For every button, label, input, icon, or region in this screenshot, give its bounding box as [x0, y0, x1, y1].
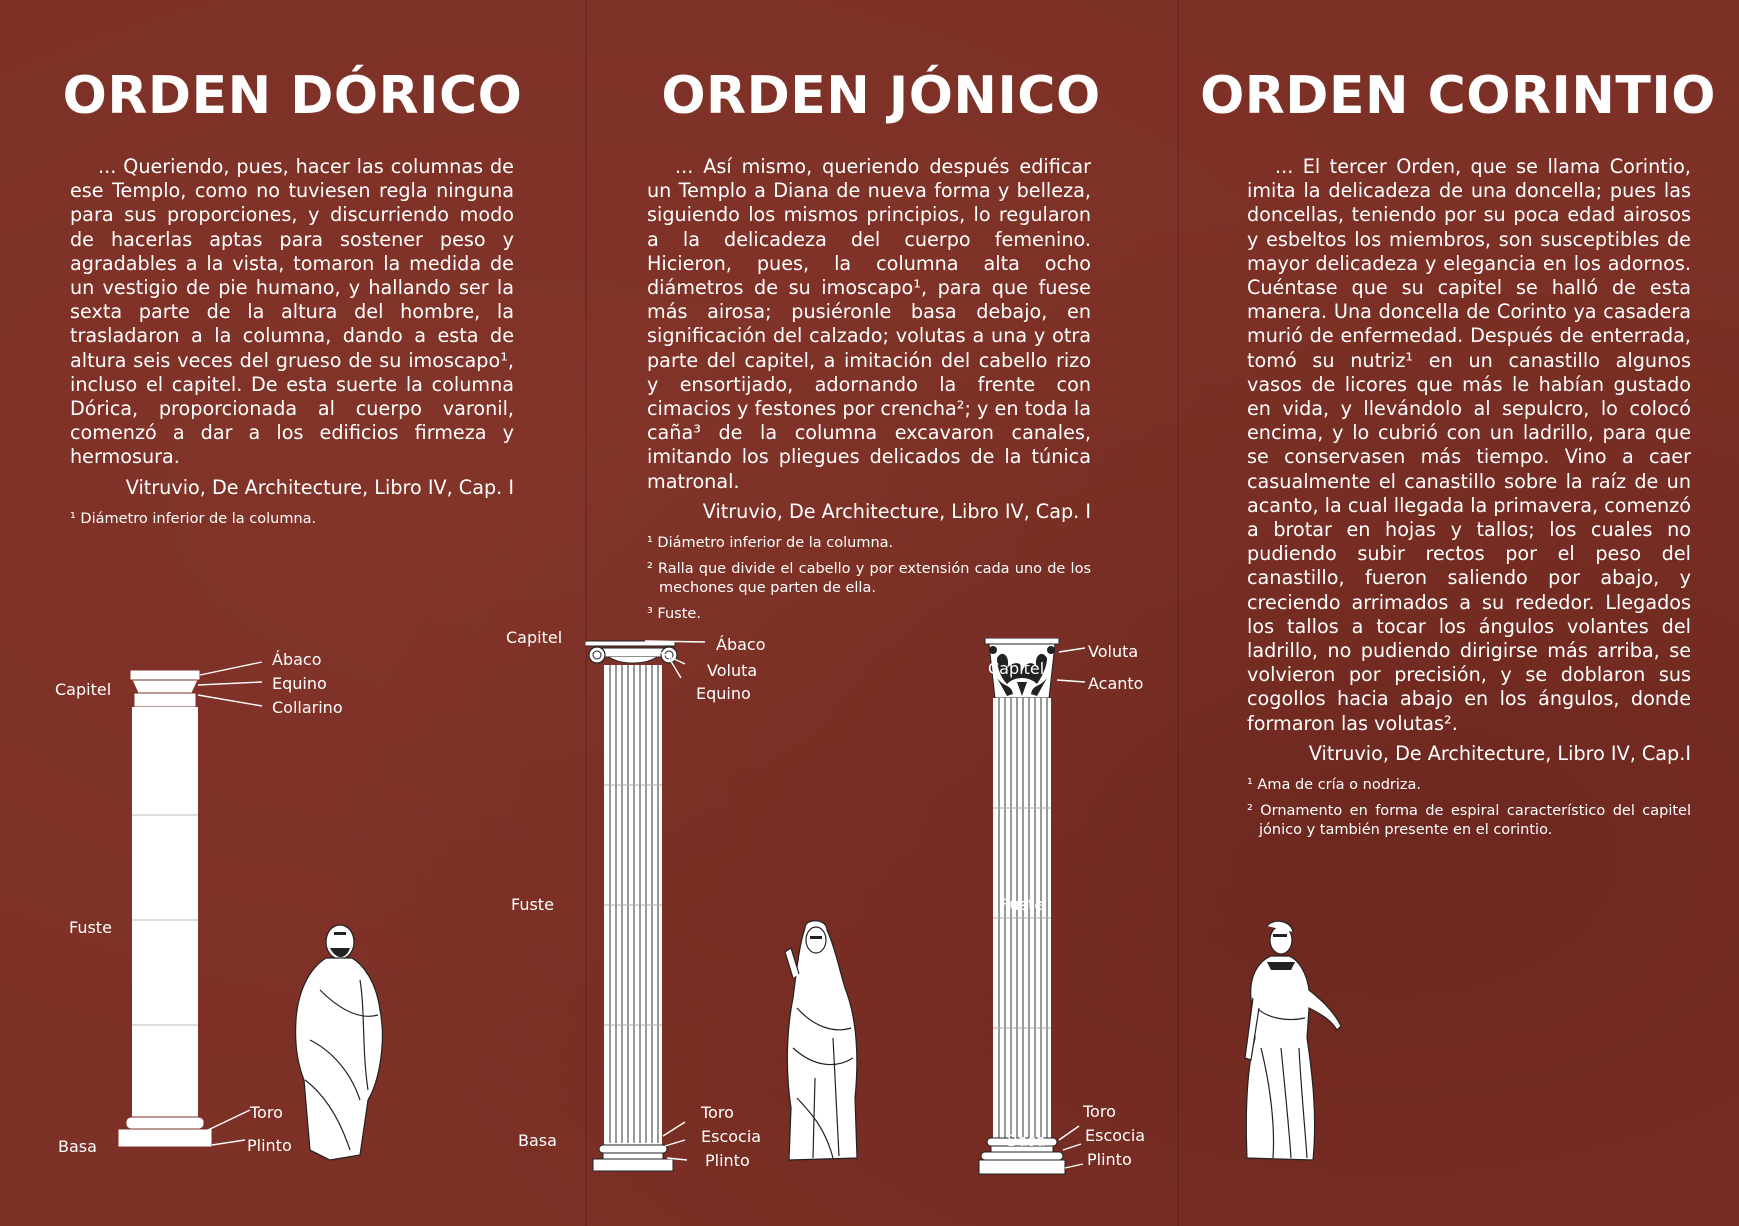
corinthian-note-2: ² Ornamento en forma de espiral característico del capitel jónico y también presente en el corintio. [1247, 803, 1691, 839]
doric-note-1: ¹ Diámetro inferior de la columna. [70, 510, 317, 527]
corinthian-text-block [1247, 155, 1691, 847]
ionic-label-basa: Basa [518, 1131, 557, 1150]
doric-label-equino: Equino [272, 674, 327, 693]
corinthian-label-acanto: Acanto [1088, 674, 1144, 693]
corinthian-label-escocia: Escocia [1085, 1126, 1146, 1145]
panel-corinthian [988, 0, 1739, 1226]
corinthian-note-1: ¹ Ama de cría o nodriza. [1247, 777, 1421, 794]
panel-doric [0, 0, 585, 1226]
ionic-label-voluta: Voluta [707, 661, 758, 680]
doric-label-basa: Basa [58, 1137, 97, 1156]
ionic-paragraph: ... Así mismo, queriendo después edificar un Templo a Diana de nueva forma y belleza, siguiendo los mismos principios, lo regularon a la delicadeza del cuerpo femenino. Hicieron, pues, la columna alta ocho diámetros de su imoscapo¹, para que fuese más airosa; pusiéronle basa debajo, en significación del calzado; volutas a una y otra parte del capitel, a imitación del cabello rizo y ensortijado, adornando la frente con cimacios y festones por crencha²; y en toda la caña³ de la columna excavaron canales, imitando los pliegues delicados de la túnica matronal. [647, 155, 1091, 493]
doric-citation: Vitruvio, De Architecture, Libro IV, Cap. I [125, 475, 514, 499]
ionic-label-fuste: Fuste [511, 895, 554, 914]
ionic-citation: Vitruvio, De Architecture, Libro IV, Cap. I [702, 499, 1091, 523]
corinthian-citation: Vitruvio, De Architecture, Libro IV, Cap.I [1308, 741, 1691, 765]
ionic-notes [647, 534, 1091, 624]
ionic-label-plinto: Plinto [705, 1151, 750, 1170]
doric-text-block [70, 155, 514, 536]
ionic-label-equino: Equino [696, 684, 751, 703]
doric-label-toro: Toro [250, 1103, 283, 1122]
doric-label-capitel: Capitel [55, 680, 112, 699]
ionic-note-1: ¹ Diámetro inferior de la columna. [647, 535, 894, 552]
corinthian-label-fuste: Fuste [1001, 895, 1044, 914]
corinthian-label-voluta: Voluta [1088, 642, 1139, 661]
ionic-text-block [647, 155, 1091, 631]
ionic-note-2: ² Ralla que divide el cabello y por extensión cada uno de los mechones que parten de ella. [647, 561, 1091, 597]
doric-label-abaco: Ábaco [272, 650, 322, 669]
corinthian-label-toro: Toro [1083, 1102, 1116, 1121]
ionic-label-capitel: Capitel [506, 628, 563, 647]
ionic-label-escocia: Escocia [701, 1127, 762, 1146]
corinthian-notes [1247, 776, 1691, 840]
ionic-label-abaco: Ábaco [716, 635, 766, 654]
corinthian-label-basa: Basa [1007, 1131, 1046, 1150]
doric-title: ORDEN DÓRICO [62, 66, 523, 126]
corinthian-label-capitel: Capitel [988, 659, 1045, 678]
doric-label-collarino: Collarino [272, 698, 343, 717]
ionic-label-toro: Toro [701, 1103, 734, 1122]
ionic-title: ORDEN JÓNICO [661, 66, 1101, 126]
maiden-statue-icon [1237, 918, 1347, 1168]
doric-notes [70, 510, 514, 529]
doric-label-fuste: Fuste [69, 918, 112, 937]
man-statue-icon [290, 920, 400, 1165]
corinthian-paragraph: ... El tercer Orden, que se llama Corintio, imita la delicadeza de una doncella; pues las doncellas, teniendo por su poca edad airosos y esbeltos los miembros, son susceptibles de mayor delicadeza y elegancia en los adornos. Cuéntase que su capitel se halló de esta manera. Una doncella de Corinto ya casadera murió de enfermedad. Después de enterrada, tomó su nutriz¹ en un canastillo algunos vasos de licores que más le habían gustado en vida, y llevándolo al sepulcro, lo colocó encima, y lo cubrió con un ladrillo, para que se conservasen más tiempo. Vino a caer casualmente el canastillo sobre la raíz de un acanto, la cual llegada la primavera, comenzó a brotar en hojas y tallos; los cuales no pudiendo subir rectos por el peso del canastillo, fueron saliendo por abajo, y creciendo arrimados a su rededor. Llegados los tallos a tocar los ángulos volantes del ladrillo, no pudiendo dirigirse más arriba, se volvieron por precisión, y se doblaron sus cogollos hacia abajo en los ángulos, donde formaron las volutas². [1247, 155, 1692, 735]
doric-label-plinto: Plinto [247, 1136, 292, 1155]
ionic-note-3: ³ Fuste. [647, 606, 701, 623]
corinthian-leader-lines [967, 620, 1167, 1180]
corinthian-title: ORDEN CORINTIO [1200, 66, 1716, 126]
corinthian-label-plinto: Plinto [1087, 1150, 1132, 1169]
doric-paragraph: ... Queriendo, pues, hacer las columnas de ese Templo, como no tuviesen regla ninguna para sus proporciones, y discurriendo modo de hacerlas aptas para sostener peso y agradables a la vista, tomaron la medida de un vestigio de pie humano, y hallando ser la sexta parte de la altura del hombre, la trasladaron a la columna, dando a esta de altura seis veces del grueso de su imoscapo¹, incluso el capitel. De esta suerte la columna Dórica, proporcionada al cuerpo varonil, comenzó a dar a los edificios firmeza y hermosura. [70, 155, 514, 469]
woman-statue-icon [775, 918, 865, 1168]
